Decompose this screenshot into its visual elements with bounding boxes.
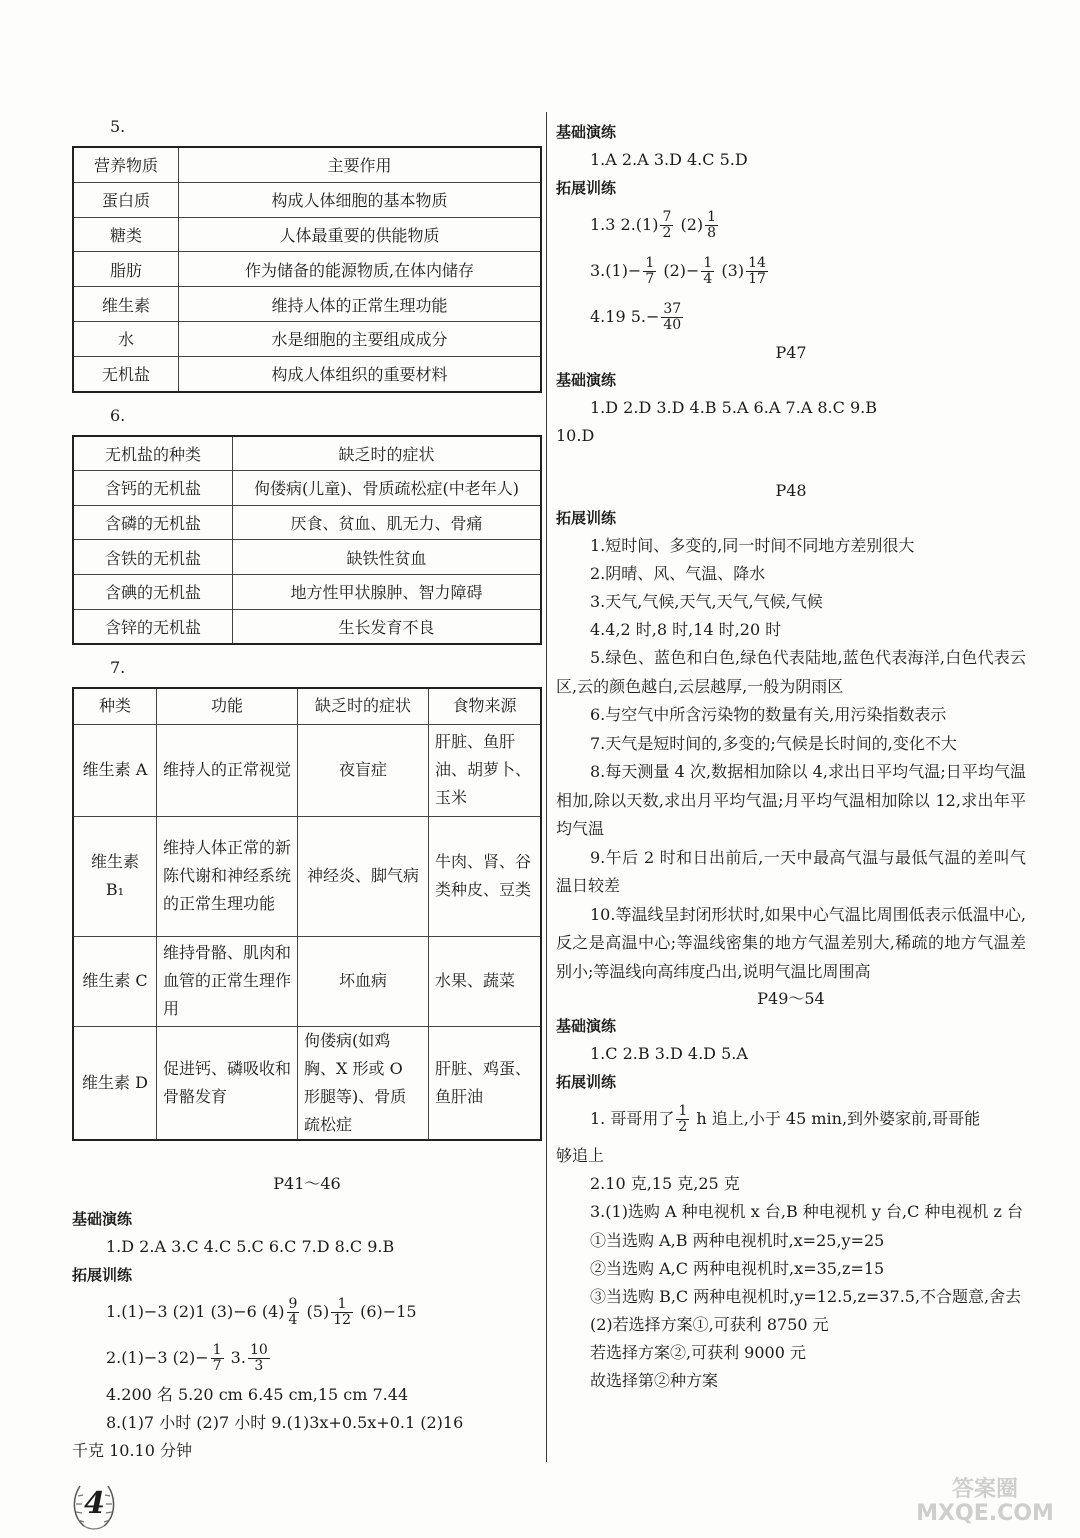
answer-paragraph: 8.每天测量 4 次,数据相加除以 4,求出日平均气温;日平均气温相加,除以天数,求出月平均气温;月平均气温相加除以 12,求出年平均气温 xyxy=(556,762,1026,838)
table-cell: 佝偻病(儿童)、骨质疏松症(中老年人) xyxy=(233,471,542,506)
table-row xyxy=(73,1026,541,1140)
answer-text: 3.(1)− xyxy=(590,261,642,280)
table-cell: 糖类 xyxy=(73,217,179,252)
answer-line: 千克 10.10 分钟 xyxy=(72,1440,192,1460)
table-cell: 维生素 D xyxy=(73,1026,157,1140)
answer-line xyxy=(556,294,1026,340)
table-header-row xyxy=(73,147,541,182)
table-row xyxy=(73,505,541,540)
fraction-denominator: 12 xyxy=(333,1311,352,1328)
table-row xyxy=(73,252,541,287)
fraction xyxy=(746,256,768,286)
section-title-p48: P48 xyxy=(775,481,807,500)
answer-text: 2.(1)−3 (2)− xyxy=(106,1347,209,1367)
table-cell: 脂肪 xyxy=(73,252,179,287)
answer-line xyxy=(556,1096,1026,1142)
section-title-p47: P47 xyxy=(775,343,807,362)
fraction-numerator: 1 xyxy=(703,255,713,272)
subheading-extension: 拓展训练 xyxy=(556,179,617,197)
answer-line: 4.4,2 时,8 时,14 时,20 时 xyxy=(590,620,782,639)
watermark-logo xyxy=(900,1470,1070,1532)
table-header-cell: 缺乏时的症状 xyxy=(233,436,542,471)
table-cell: 水是细胞的主要组成成分 xyxy=(179,321,542,356)
answer-text: (3) xyxy=(716,261,745,280)
answer-text: 3. xyxy=(225,1347,246,1367)
answer-paragraph: 5.绿色、蓝色和白色,绿色代表陆地,蓝色代表海洋,白色代表云区,云的颜色越白,云层越厚,一般为阴雨区 xyxy=(556,648,1026,696)
table-cell: 蛋白质 xyxy=(73,182,179,217)
fraction-denominator: 4 xyxy=(703,271,713,287)
fraction xyxy=(331,1297,353,1327)
table-row xyxy=(73,574,541,609)
table-row xyxy=(73,724,541,816)
answer-line xyxy=(556,202,1026,248)
fraction-denominator: 4 xyxy=(288,1311,298,1328)
answer-line xyxy=(556,248,1026,294)
page-number-ornament xyxy=(70,1480,118,1532)
answer-line: ②当选购 A,C 两种电视机时,x=35,z=15 xyxy=(590,1258,885,1278)
answer-line: 2.10 克,15 克,25 克 xyxy=(590,1174,740,1193)
table-row xyxy=(73,936,541,1026)
table-cell: 维生素 A xyxy=(73,724,157,816)
table-row xyxy=(73,540,541,575)
right-column xyxy=(556,118,1026,1395)
table-header-cell: 营养物质 xyxy=(73,147,179,182)
fraction-numerator: 7 xyxy=(662,209,672,226)
answer-paragraph: 3.(1)选购 A 种电视机 x 台,B 种电视机 y 台,C 种电视机 z 台 xyxy=(590,1202,1024,1221)
fraction xyxy=(676,1104,689,1134)
table-header-row xyxy=(73,688,541,724)
answer-text: (2) xyxy=(675,215,704,234)
fraction-numerator: 1 xyxy=(331,1297,353,1313)
table-cell: 肝脏、鱼肝油、胡萝卜、玉米 xyxy=(429,724,542,816)
answer-paragraph: 10.等温线呈封闭形状时,如果中心气温比周围低表示低温中心,反之是高温中心;等温线密集的地方气温差别大,稀疏的地方气温差别小;等温线向高纬度凸出,说明气温比周围高 xyxy=(556,904,1026,981)
table-cell: 地方性甲状腺肿、智力障碍 xyxy=(233,574,542,609)
answer-line: 10.D xyxy=(556,426,595,445)
table-cell: 肝脏、鸡蛋、鱼肝油 xyxy=(429,1026,542,1140)
table-row xyxy=(73,217,541,252)
table-row xyxy=(73,471,541,506)
table-cell: 夜盲症 xyxy=(298,724,429,816)
fraction-denominator: 7 xyxy=(645,271,655,287)
answer-line: 2.阴晴、风、气温、降水 xyxy=(590,564,766,583)
subheading-basic: 基础演练 xyxy=(556,371,617,389)
table-header-cell: 功能 xyxy=(157,688,298,724)
table-cell: 促进钙、磷吸收和骨骼发育 xyxy=(157,1026,298,1140)
fraction-denominator: 8 xyxy=(707,225,717,241)
table-cell: 维生素 C xyxy=(73,936,157,1026)
answer-text: (6)−15 xyxy=(355,1301,417,1321)
fraction-numerator: 14 xyxy=(748,255,766,272)
table-header-cell: 无机盐的种类 xyxy=(73,436,233,471)
answer-line: 1.D 2.D 3.D 4.B 5.A 6.A 7.A 8.C 9.B xyxy=(590,398,877,417)
table-cell: 牛肉、肾、谷类种皮、豆类 xyxy=(429,816,542,936)
subheading-basic: 基础演练 xyxy=(72,1209,133,1228)
subheading-extension: 拓展训练 xyxy=(72,1265,133,1284)
table-header-cell: 缺乏时的症状 xyxy=(298,688,429,724)
answer-line: 8.(1)7 小时 (2)7 小时 9.(1)3x+0.5x+0.1 (2)16 xyxy=(106,1412,464,1432)
table-cell: 维持人体的正常生理功能 xyxy=(179,287,542,322)
fraction-numerator: 1 xyxy=(645,255,655,272)
table-header-cell: 主要作用 xyxy=(179,147,542,182)
table-cell: 含铁的无机盐 xyxy=(73,540,233,575)
table-cell: 维持骨骼、肌肉和血管的正常生理作用 xyxy=(157,936,298,1026)
vitamins-table xyxy=(72,687,542,1141)
table-cell: 水 xyxy=(73,321,179,356)
answer-paragraph: 6.与空气中所含污染物的数量有关,用污染指数表示 xyxy=(590,705,947,724)
table-cell: 厌食、贫血、肌无力、骨痛 xyxy=(233,505,542,540)
answer-line: 故选择第②种方案 xyxy=(590,1371,719,1390)
table-row xyxy=(73,356,541,391)
fraction-denominator: 3 xyxy=(254,1357,264,1374)
table-cell: 维生素 B₁ xyxy=(73,816,157,936)
table-cell: 含锌的无机盐 xyxy=(73,609,233,644)
fraction-numerator: 37 xyxy=(663,301,682,318)
answer-line: 1.D 2.A 3.C 4.C 5.C 6.C 7.D 8.C 9.B xyxy=(106,1236,395,1256)
answer-line: ①当选购 A,B 两种电视机时,x=25,y=25 xyxy=(590,1230,885,1250)
answer-line: 1.A 2.A 3.D 4.C 5.D xyxy=(590,150,748,169)
answer-text: 4.19 5.− xyxy=(590,307,660,326)
column-divider xyxy=(546,112,547,1462)
table-row xyxy=(73,287,541,322)
answer-line: 够追上 xyxy=(556,1146,605,1165)
table-row xyxy=(73,182,541,217)
answer-line: 若选择方案②,可获利 9000 元 xyxy=(590,1343,806,1362)
fraction-denominator: 17 xyxy=(748,271,766,287)
fraction xyxy=(287,1297,300,1327)
fraction-denominator: 2 xyxy=(678,1119,688,1135)
answer-paragraph: 7.天气是短时间的,多变的;气候是长时间的,变化不大 xyxy=(590,733,957,753)
fraction xyxy=(661,302,683,332)
fraction xyxy=(701,256,714,286)
fraction xyxy=(643,256,656,286)
answer-text: 1. 哥哥用了 xyxy=(590,1109,675,1128)
subheading-extension: 拓展训练 xyxy=(556,509,617,527)
table-row xyxy=(73,321,541,356)
answer-text: h 追上,小于 45 min,到外婆家前,哥哥能 xyxy=(691,1109,981,1128)
fraction-numerator: 10 xyxy=(249,1341,268,1358)
fraction-numerator: 1 xyxy=(707,209,717,226)
table-cell: 含碘的无机盐 xyxy=(73,574,233,609)
fraction-denominator: 7 xyxy=(212,1357,222,1374)
answer-text: 1.(1)−3 (2)1 (3)−6 (4) xyxy=(106,1301,285,1321)
table-cell: 构成人体细胞的基本物质 xyxy=(179,182,542,217)
left-column xyxy=(72,118,542,1465)
subheading-extension: 拓展训练 xyxy=(556,1073,617,1091)
answer-text: (2)− xyxy=(658,261,700,280)
question-5-label: 5. xyxy=(110,117,126,136)
answer-paragraph: ③当选购 B,C 两种电视机时,y=12.5,z=37.5,不合题意,舍去 xyxy=(590,1286,1022,1306)
table-cell: 维持人的正常视觉 xyxy=(157,724,298,816)
answer-line: (2)若选择方案①,可获利 8750 元 xyxy=(590,1315,829,1334)
fraction-denominator: 40 xyxy=(663,317,682,333)
answer-line xyxy=(72,1335,542,1381)
answer-line: 1.C 2.B 3.D 4.D 5.A xyxy=(590,1044,748,1063)
table-cell: 维持人体正常的新陈代谢和神经系统的正常生理功能 xyxy=(157,816,298,936)
table-cell: 构成人体组织的重要材料 xyxy=(179,356,542,391)
fraction-numerator: 9 xyxy=(288,1295,298,1312)
answer-paragraph: 9.午后 2 时和日出前后,一天中最高气温与最低气温的差叫气温日较差 xyxy=(556,847,1026,895)
table-cell: 无机盐 xyxy=(73,356,179,391)
fraction xyxy=(211,1343,224,1373)
table-cell: 作为储备的能源物质,在体内储存 xyxy=(179,252,542,287)
watermark-text: 答案圈 MXQE.COM xyxy=(916,1477,1054,1526)
fraction-denominator: 2 xyxy=(662,225,672,241)
fraction xyxy=(248,1343,270,1373)
table-cell: 人体最重要的供能物质 xyxy=(179,217,542,252)
table-cell: 缺铁性贫血 xyxy=(233,540,542,575)
table-cell: 生长发育不良 xyxy=(233,609,542,644)
table-header-row xyxy=(73,436,541,471)
minerals-table xyxy=(72,435,542,646)
answer-text: 1.3 2.(1) xyxy=(590,215,659,234)
question-6-label: 6. xyxy=(110,405,126,425)
table-cell: 佝偻病(如鸡胸、X 形或 O 形腿等)、骨质疏松症 xyxy=(298,1026,429,1140)
fraction-numerator: 1 xyxy=(678,1103,688,1120)
table-header-cell: 种类 xyxy=(73,688,157,724)
table-row xyxy=(73,816,541,936)
table-row xyxy=(73,609,541,644)
answer-line: 1.短时间、多变的,同一时间不同地方差别很大 xyxy=(590,536,915,555)
subheading-basic: 基础演练 xyxy=(556,123,617,141)
fraction-numerator: 1 xyxy=(212,1341,222,1358)
fraction xyxy=(705,210,718,240)
table-cell: 含磷的无机盐 xyxy=(73,505,233,540)
answer-text: (5) xyxy=(301,1301,330,1321)
fraction xyxy=(660,210,673,240)
subheading-basic: 基础演练 xyxy=(556,1017,617,1035)
answer-line: 4.200 名 5.20 cm 6.45 cm,15 cm 7.44 xyxy=(106,1384,409,1404)
question-7-label: 7. xyxy=(110,658,126,678)
nutrients-table xyxy=(72,146,542,393)
answer-line: 3.天气,气候,天气,天气,气候,气候 xyxy=(590,592,823,611)
table-cell: 坏血病 xyxy=(298,936,429,1026)
page-number: 4 xyxy=(84,1486,105,1521)
table-header-cell: 食物来源 xyxy=(429,688,542,724)
section-title-p49: P49～54 xyxy=(757,989,825,1008)
answer-line xyxy=(72,1289,542,1335)
table-cell: 维生素 xyxy=(73,287,179,322)
section-title-p41: P41～46 xyxy=(273,1173,341,1193)
table-cell: 含钙的无机盐 xyxy=(73,471,233,506)
table-cell: 水果、蔬菜 xyxy=(429,936,542,1026)
table-cell: 神经炎、脚气病 xyxy=(298,816,429,936)
